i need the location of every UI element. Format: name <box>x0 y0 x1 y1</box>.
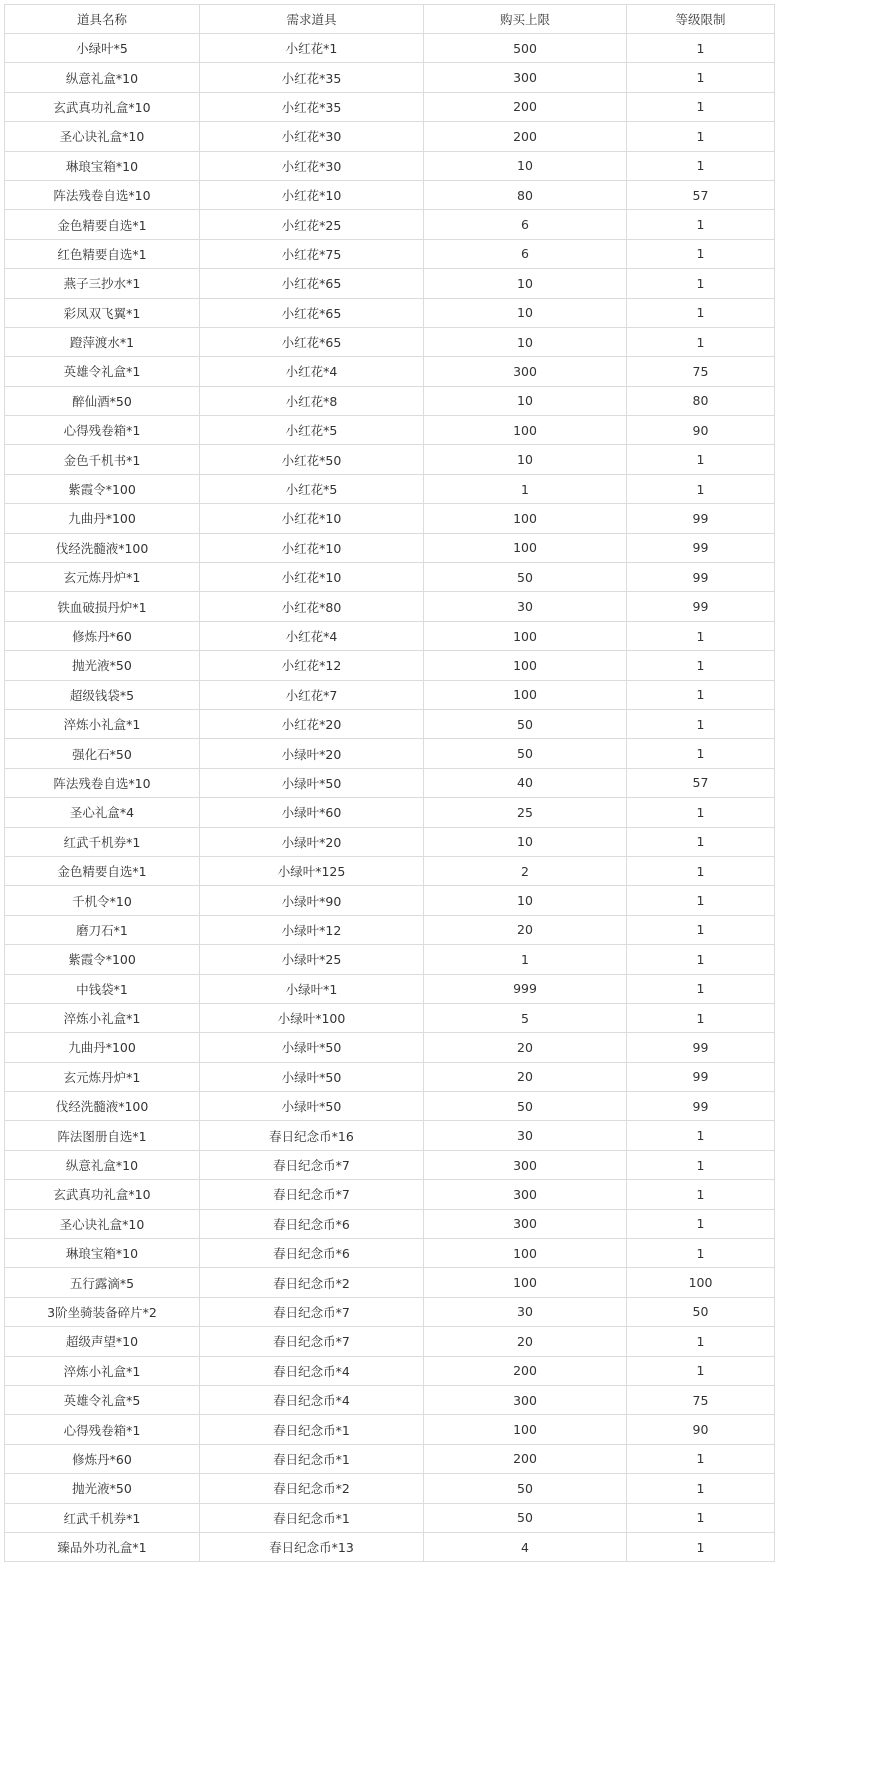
cell-purchase-limit: 999 <box>424 974 627 1003</box>
cell-item-name: 英雄令礼盒*1 <box>5 357 200 386</box>
table-header-row <box>5 5 775 34</box>
cell-item-name: 千机令*10 <box>5 886 200 915</box>
cell-purchase-limit: 300 <box>424 1150 627 1179</box>
table-row <box>5 180 775 209</box>
cell-purchase-limit: 20 <box>424 1033 627 1062</box>
cell-required-item: 春日纪念币*7 <box>200 1180 424 1209</box>
cell-required-item: 小红花*7 <box>200 680 424 709</box>
cell-item-name: 心得残卷箱*1 <box>5 1415 200 1444</box>
cell-item-name: 圣心诀礼盒*10 <box>5 1209 200 1238</box>
cell-level-limit: 1 <box>627 1532 775 1561</box>
cell-item-name: 阵法残卷自选*10 <box>5 180 200 209</box>
cell-level-limit: 90 <box>627 1415 775 1444</box>
cell-item-name: 红武千机券*1 <box>5 1503 200 1532</box>
cell-purchase-limit: 2 <box>424 856 627 885</box>
cell-item-name: 九曲丹*100 <box>5 1033 200 1062</box>
table-row <box>5 504 775 533</box>
cell-required-item: 小红花*25 <box>200 210 424 239</box>
cell-required-item: 春日纪念币*6 <box>200 1209 424 1238</box>
cell-item-name: 磨刀石*1 <box>5 915 200 944</box>
cell-item-name: 九曲丹*100 <box>5 504 200 533</box>
cell-level-limit: 1 <box>627 327 775 356</box>
cell-purchase-limit: 40 <box>424 768 627 797</box>
cell-item-name: 超级声望*10 <box>5 1327 200 1356</box>
cell-item-name: 紫霞令*100 <box>5 945 200 974</box>
table-row <box>5 592 775 621</box>
cell-level-limit: 99 <box>627 1062 775 1091</box>
cell-required-item: 小红花*20 <box>200 709 424 738</box>
cell-required-item: 小绿叶*50 <box>200 1092 424 1121</box>
cell-purchase-limit: 100 <box>424 504 627 533</box>
cell-level-limit: 1 <box>627 1180 775 1209</box>
cell-level-limit: 1 <box>627 709 775 738</box>
cell-required-item: 春日纪念币*1 <box>200 1415 424 1444</box>
cell-required-item: 小绿叶*50 <box>200 768 424 797</box>
cell-item-name: 红武千机券*1 <box>5 827 200 856</box>
table-row <box>5 445 775 474</box>
cell-level-limit: 1 <box>627 621 775 650</box>
cell-level-limit: 1 <box>627 34 775 63</box>
cell-required-item: 小绿叶*90 <box>200 886 424 915</box>
cell-level-limit: 75 <box>627 1385 775 1414</box>
cell-required-item: 小红花*35 <box>200 92 424 121</box>
table-row <box>5 92 775 121</box>
cell-purchase-limit: 50 <box>424 1092 627 1121</box>
table-row <box>5 1385 775 1414</box>
cell-purchase-limit: 10 <box>424 386 627 415</box>
cell-level-limit: 1 <box>627 886 775 915</box>
table-row <box>5 1297 775 1326</box>
cell-required-item: 小红花*12 <box>200 651 424 680</box>
table-row <box>5 474 775 503</box>
cell-required-item: 小绿叶*50 <box>200 1033 424 1062</box>
cell-purchase-limit: 10 <box>424 445 627 474</box>
cell-purchase-limit: 50 <box>424 1503 627 1532</box>
cell-required-item: 小红花*1 <box>200 34 424 63</box>
header-level-limit: 等级限制 <box>627 5 775 34</box>
table-row <box>5 63 775 92</box>
cell-item-name: 阵法图册自选*1 <box>5 1121 200 1150</box>
cell-purchase-limit: 50 <box>424 739 627 768</box>
cell-purchase-limit: 4 <box>424 1532 627 1561</box>
table-row <box>5 1415 775 1444</box>
cell-purchase-limit: 1 <box>424 474 627 503</box>
cell-purchase-limit: 300 <box>424 1209 627 1238</box>
table-row <box>5 651 775 680</box>
cell-required-item: 小红花*35 <box>200 63 424 92</box>
cell-item-name: 彩凤双飞翼*1 <box>5 298 200 327</box>
cell-level-limit: 1 <box>627 298 775 327</box>
cell-purchase-limit: 100 <box>424 416 627 445</box>
table-row <box>5 298 775 327</box>
cell-item-name: 抛光液*50 <box>5 651 200 680</box>
cell-purchase-limit: 100 <box>424 651 627 680</box>
cell-level-limit: 1 <box>627 1356 775 1385</box>
cell-level-limit: 1 <box>627 974 775 1003</box>
cell-purchase-limit: 50 <box>424 1474 627 1503</box>
cell-required-item: 小绿叶*50 <box>200 1062 424 1091</box>
cell-level-limit: 57 <box>627 768 775 797</box>
table-row <box>5 210 775 239</box>
table-row <box>5 327 775 356</box>
cell-level-limit: 1 <box>627 915 775 944</box>
table-row <box>5 1003 775 1032</box>
cell-level-limit: 1 <box>627 63 775 92</box>
cell-level-limit: 99 <box>627 1092 775 1121</box>
cell-purchase-limit: 300 <box>424 1385 627 1414</box>
table-row <box>5 1092 775 1121</box>
cell-required-item: 春日纪念币*1 <box>200 1503 424 1532</box>
cell-item-name: 抛光液*50 <box>5 1474 200 1503</box>
cell-purchase-limit: 80 <box>424 180 627 209</box>
table-row <box>5 1503 775 1532</box>
cell-item-name: 伐经洗髓液*100 <box>5 533 200 562</box>
cell-purchase-limit: 100 <box>424 621 627 650</box>
cell-level-limit: 90 <box>627 416 775 445</box>
cell-required-item: 春日纪念币*2 <box>200 1474 424 1503</box>
cell-level-limit: 1 <box>627 1444 775 1473</box>
cell-purchase-limit: 10 <box>424 827 627 856</box>
table-row <box>5 1033 775 1062</box>
table-row <box>5 945 775 974</box>
cell-purchase-limit: 30 <box>424 592 627 621</box>
cell-item-name: 伐经洗髓液*100 <box>5 1092 200 1121</box>
cell-level-limit: 1 <box>627 210 775 239</box>
cell-level-limit: 1 <box>627 474 775 503</box>
table-row <box>5 1121 775 1150</box>
cell-purchase-limit: 300 <box>424 1180 627 1209</box>
table-row <box>5 709 775 738</box>
table-row <box>5 533 775 562</box>
table-row <box>5 1062 775 1091</box>
cell-item-name: 小绿叶*5 <box>5 34 200 63</box>
cell-level-limit: 1 <box>627 739 775 768</box>
cell-required-item: 小红花*8 <box>200 386 424 415</box>
cell-purchase-limit: 300 <box>424 63 627 92</box>
cell-level-limit: 99 <box>627 563 775 592</box>
table-row <box>5 856 775 885</box>
cell-item-name: 淬炼小礼盒*1 <box>5 709 200 738</box>
cell-level-limit: 1 <box>627 239 775 268</box>
cell-item-name: 醉仙酒*50 <box>5 386 200 415</box>
cell-level-limit: 50 <box>627 1297 775 1326</box>
table-row <box>5 416 775 445</box>
table-row <box>5 1209 775 1238</box>
cell-level-limit: 1 <box>627 1239 775 1268</box>
cell-required-item: 春日纪念币*1 <box>200 1444 424 1473</box>
cell-level-limit: 1 <box>627 1503 775 1532</box>
cell-level-limit: 75 <box>627 357 775 386</box>
cell-item-name: 铁血破损丹炉*1 <box>5 592 200 621</box>
cell-required-item: 小红花*65 <box>200 298 424 327</box>
cell-required-item: 小红花*10 <box>200 533 424 562</box>
table-row <box>5 239 775 268</box>
cell-item-name: 蹬萍渡水*1 <box>5 327 200 356</box>
cell-level-limit: 80 <box>627 386 775 415</box>
cell-purchase-limit: 30 <box>424 1297 627 1326</box>
cell-item-name: 英雄令礼盒*5 <box>5 1385 200 1414</box>
cell-item-name: 玄元炼丹炉*1 <box>5 1062 200 1091</box>
cell-purchase-limit: 1 <box>424 945 627 974</box>
table-row <box>5 621 775 650</box>
cell-level-limit: 1 <box>627 945 775 974</box>
cell-required-item: 春日纪念币*16 <box>200 1121 424 1150</box>
cell-required-item: 春日纪念币*7 <box>200 1150 424 1179</box>
cell-purchase-limit: 30 <box>424 1121 627 1150</box>
table-row <box>5 768 775 797</box>
table-row <box>5 1444 775 1473</box>
cell-level-limit: 1 <box>627 1003 775 1032</box>
cell-required-item: 小红花*75 <box>200 239 424 268</box>
header-purchase-limit: 购买上限 <box>424 5 627 34</box>
table-body <box>5 34 775 1562</box>
cell-item-name: 玄武真功礼盒*10 <box>5 92 200 121</box>
cell-required-item: 小红花*50 <box>200 445 424 474</box>
cell-item-name: 金色精要自选*1 <box>5 856 200 885</box>
exchange-table <box>4 4 775 1562</box>
cell-purchase-limit: 100 <box>424 1415 627 1444</box>
table-row <box>5 1532 775 1561</box>
cell-purchase-limit: 6 <box>424 239 627 268</box>
table-row <box>5 1268 775 1297</box>
cell-required-item: 小绿叶*60 <box>200 798 424 827</box>
cell-purchase-limit: 6 <box>424 210 627 239</box>
cell-purchase-limit: 20 <box>424 1327 627 1356</box>
cell-level-limit: 1 <box>627 680 775 709</box>
cell-level-limit: 1 <box>627 1327 775 1356</box>
cell-required-item: 小绿叶*1 <box>200 974 424 1003</box>
cell-item-name: 红色精要自选*1 <box>5 239 200 268</box>
cell-level-limit: 1 <box>627 1121 775 1150</box>
cell-purchase-limit: 5 <box>424 1003 627 1032</box>
table-row <box>5 269 775 298</box>
table-row <box>5 915 775 944</box>
cell-item-name: 玄元炼丹炉*1 <box>5 563 200 592</box>
cell-level-limit: 1 <box>627 92 775 121</box>
cell-item-name: 金色精要自选*1 <box>5 210 200 239</box>
cell-required-item: 小绿叶*25 <box>200 945 424 974</box>
cell-purchase-limit: 100 <box>424 680 627 709</box>
cell-purchase-limit: 10 <box>424 269 627 298</box>
cell-purchase-limit: 20 <box>424 1062 627 1091</box>
cell-purchase-limit: 10 <box>424 886 627 915</box>
cell-required-item: 小红花*4 <box>200 357 424 386</box>
table-row <box>5 680 775 709</box>
cell-item-name: 燕子三抄水*1 <box>5 269 200 298</box>
cell-purchase-limit: 500 <box>424 34 627 63</box>
cell-required-item: 小红花*5 <box>200 474 424 503</box>
cell-purchase-limit: 10 <box>424 298 627 327</box>
cell-purchase-limit: 50 <box>424 709 627 738</box>
cell-item-name: 紫霞令*100 <box>5 474 200 503</box>
cell-required-item: 小绿叶*20 <box>200 739 424 768</box>
cell-level-limit: 99 <box>627 592 775 621</box>
cell-level-limit: 1 <box>627 445 775 474</box>
table-row <box>5 1150 775 1179</box>
cell-item-name: 圣心诀礼盒*10 <box>5 122 200 151</box>
cell-level-limit: 1 <box>627 122 775 151</box>
cell-required-item: 小红花*65 <box>200 269 424 298</box>
cell-level-limit: 99 <box>627 1033 775 1062</box>
cell-item-name: 心得残卷箱*1 <box>5 416 200 445</box>
cell-item-name: 修炼丹*60 <box>5 621 200 650</box>
cell-required-item: 春日纪念币*4 <box>200 1385 424 1414</box>
cell-item-name: 金色千机书*1 <box>5 445 200 474</box>
table-row <box>5 886 775 915</box>
table-row <box>5 1180 775 1209</box>
cell-purchase-limit: 300 <box>424 357 627 386</box>
cell-item-name: 3阶坐骑装备碎片*2 <box>5 1297 200 1326</box>
cell-required-item: 小红花*5 <box>200 416 424 445</box>
cell-required-item: 小红花*80 <box>200 592 424 621</box>
table-row <box>5 798 775 827</box>
table-row <box>5 827 775 856</box>
cell-item-name: 圣心礼盒*4 <box>5 798 200 827</box>
cell-required-item: 春日纪念币*2 <box>200 1268 424 1297</box>
cell-required-item: 春日纪念币*7 <box>200 1327 424 1356</box>
cell-level-limit: 57 <box>627 180 775 209</box>
cell-required-item: 春日纪念币*6 <box>200 1239 424 1268</box>
table-row <box>5 1356 775 1385</box>
cell-required-item: 小红花*65 <box>200 327 424 356</box>
table-row <box>5 1474 775 1503</box>
cell-purchase-limit: 200 <box>424 1444 627 1473</box>
cell-purchase-limit: 20 <box>424 915 627 944</box>
cell-level-limit: 1 <box>627 151 775 180</box>
header-required-item: 需求道具 <box>200 5 424 34</box>
cell-item-name: 臻品外功礼盒*1 <box>5 1532 200 1561</box>
cell-required-item: 小绿叶*12 <box>200 915 424 944</box>
cell-required-item: 小红花*10 <box>200 504 424 533</box>
cell-purchase-limit: 100 <box>424 1268 627 1297</box>
cell-item-name: 超级钱袋*5 <box>5 680 200 709</box>
cell-required-item: 春日纪念币*4 <box>200 1356 424 1385</box>
cell-item-name: 琳琅宝箱*10 <box>5 151 200 180</box>
cell-item-name: 淬炼小礼盒*1 <box>5 1356 200 1385</box>
cell-required-item: 小绿叶*100 <box>200 1003 424 1032</box>
cell-purchase-limit: 50 <box>424 563 627 592</box>
cell-level-limit: 1 <box>627 269 775 298</box>
cell-level-limit: 1 <box>627 1474 775 1503</box>
cell-required-item: 小红花*30 <box>200 122 424 151</box>
cell-required-item: 小红花*4 <box>200 621 424 650</box>
cell-level-limit: 1 <box>627 1209 775 1238</box>
cell-item-name: 玄武真功礼盒*10 <box>5 1180 200 1209</box>
cell-required-item: 小绿叶*125 <box>200 856 424 885</box>
table-row <box>5 34 775 63</box>
table-row <box>5 974 775 1003</box>
cell-item-name: 中钱袋*1 <box>5 974 200 1003</box>
cell-item-name: 修炼丹*60 <box>5 1444 200 1473</box>
table-row <box>5 386 775 415</box>
table-row <box>5 739 775 768</box>
cell-item-name: 强化石*50 <box>5 739 200 768</box>
cell-level-limit: 100 <box>627 1268 775 1297</box>
table-row <box>5 1239 775 1268</box>
cell-purchase-limit: 100 <box>424 533 627 562</box>
cell-required-item: 小红花*10 <box>200 563 424 592</box>
cell-level-limit: 1 <box>627 651 775 680</box>
cell-required-item: 小红花*10 <box>200 180 424 209</box>
cell-level-limit: 1 <box>627 827 775 856</box>
cell-item-name: 阵法残卷自选*10 <box>5 768 200 797</box>
cell-level-limit: 99 <box>627 533 775 562</box>
cell-level-limit: 1 <box>627 1150 775 1179</box>
cell-level-limit: 1 <box>627 856 775 885</box>
cell-purchase-limit: 10 <box>424 327 627 356</box>
cell-required-item: 春日纪念币*13 <box>200 1532 424 1561</box>
cell-required-item: 小红花*30 <box>200 151 424 180</box>
cell-required-item: 春日纪念币*7 <box>200 1297 424 1326</box>
cell-level-limit: 99 <box>627 504 775 533</box>
cell-item-name: 纵意礼盒*10 <box>5 63 200 92</box>
cell-level-limit: 1 <box>627 798 775 827</box>
cell-required-item: 小绿叶*20 <box>200 827 424 856</box>
cell-purchase-limit: 10 <box>424 151 627 180</box>
table-row <box>5 151 775 180</box>
table-row <box>5 357 775 386</box>
cell-purchase-limit: 25 <box>424 798 627 827</box>
cell-purchase-limit: 200 <box>424 122 627 151</box>
cell-purchase-limit: 200 <box>424 1356 627 1385</box>
cell-purchase-limit: 100 <box>424 1239 627 1268</box>
header-item-name: 道具名称 <box>5 5 200 34</box>
table-row <box>5 563 775 592</box>
cell-item-name: 五行露滴*5 <box>5 1268 200 1297</box>
cell-purchase-limit: 200 <box>424 92 627 121</box>
table-row <box>5 1327 775 1356</box>
cell-item-name: 琳琅宝箱*10 <box>5 1239 200 1268</box>
cell-item-name: 纵意礼盒*10 <box>5 1150 200 1179</box>
table-row <box>5 122 775 151</box>
cell-item-name: 淬炼小礼盒*1 <box>5 1003 200 1032</box>
